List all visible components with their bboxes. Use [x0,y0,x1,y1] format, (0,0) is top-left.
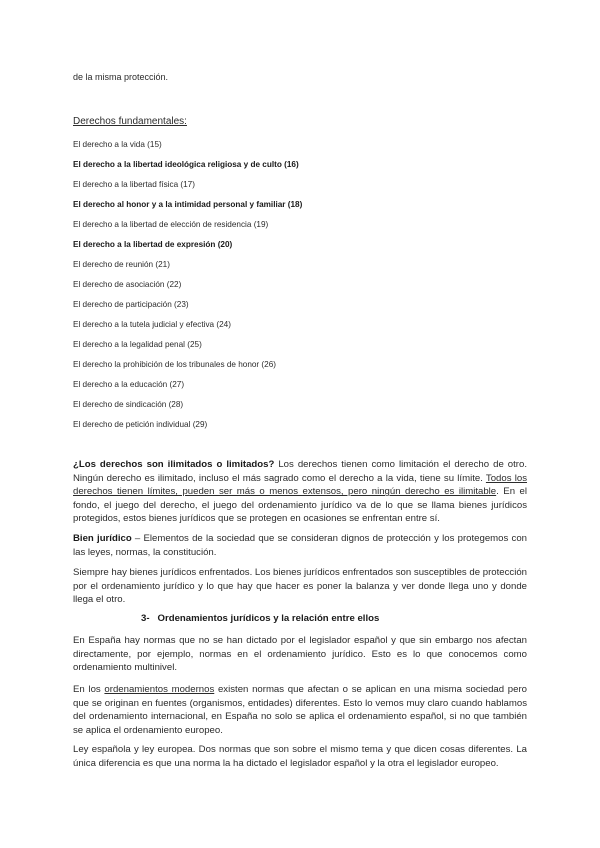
right-item: El derecho la prohibición de los tribunales de honor (26) [73,360,276,369]
right-item: El derecho de reunión (21) [73,260,170,269]
right-item: El derecho de asociación (22) [73,280,182,289]
paragraph-bien-juridico [73,532,527,559]
limits-underlined: Todos los derechos tienen límites, pueden ser más o menos extensos, pero ningún derecho es ilimitable [73,472,528,498]
right-item: El derecho a la libertad de elección de residencia (19) [73,220,269,229]
paragraph-ley: Ley española y ley europea. Dos normas que son sobre el mismo tema y que dicen cosas diferentes. La única diferencia es que una norma la ha dictado el legislador español y la otra el legislador europeo. [73,744,527,769]
right-item: El derecho a la libertad de expresión (20) [73,240,233,249]
bien-definition: – Elementos de la sociedad que se consideran dignos de protección y los protegemos con las leyes, normas, la constitución. [73,533,527,558]
rights-list [73,139,302,439]
paragraph-limits [73,458,527,526]
paragraph-siempre: Siempre hay bienes jurídicos enfrentados. Los bienes jurídicos enfrentados son susceptibles de protección por el ordenamiento jurídico y lo que hay que hacer es poner la balanza y ver donde llega uno y donde llega el otro. [73,567,527,606]
right-item: El derecho de participación (23) [73,300,189,309]
section-title: 3- Ordenamientos jurídicos y la relación entre ellos [141,613,380,624]
right-item: El derecho a la vida (15) [73,140,162,149]
modernos-pre: En los [73,684,105,695]
right-item: El derecho de sindicación (28) [73,400,184,409]
paragraph-modernos [73,683,527,737]
bien-term: Bien jurídico [73,533,132,544]
paragraph-espana: En España hay normas que no se han dictado por el legislador español y que sin embargo nos afectan directamente, por ejemplo, normas en el ordenamiento jurídico. Esto es lo que conocemos como ordenamiento multinivel. [73,635,527,674]
limits-text-1: Los derechos tienen como limitación el derecho de otro. Ningún derecho es ilimitado, incluso el más sagrado como el derecho a la vida, tiene su límite. [73,459,527,484]
rights-heading: Derechos fundamentales: [73,116,187,127]
right-item: El derecho a la libertad física (17) [73,180,195,189]
right-item: El derecho a la legalidad penal (25) [73,340,202,349]
right-item: El derecho al honor y a la intimidad personal y familiar (18) [73,200,303,209]
modernos-underlined: ordenamientos modernos [104,684,215,695]
right-item: El derecho a la libertad ideológica religiosa y de culto (16) [73,160,299,169]
right-item: El derecho a la educación (27) [73,380,185,389]
right-item: El derecho a la tutela judicial y efectiva (24) [73,320,231,329]
limits-text-2: . En el fondo, el juego del derecho, el juego del ordenamiento jurídico va de lo que se llama bienes jurídicos protegidos, estos bienes jurídicos que se protegen en ocasiones se enfrentan entre sí. [73,486,528,525]
intro-line: de la misma protección. [73,72,169,82]
right-item: El derecho de petición individual (29) [73,420,208,429]
limits-question: ¿Los derechos son ilimitados o limitados? [73,459,275,470]
modernos-post: existen normas que afectan o se aplican en una misma sociedad pero que se originan en fuentes (organismos, entidades) diferentes. Esto lo vemos muy claro cuando hablamos del ordenamiento internacional, en España no solo se aplica el ordenamiento español, si no que también se aplica el ordenamiento europeo. [73,684,528,736]
